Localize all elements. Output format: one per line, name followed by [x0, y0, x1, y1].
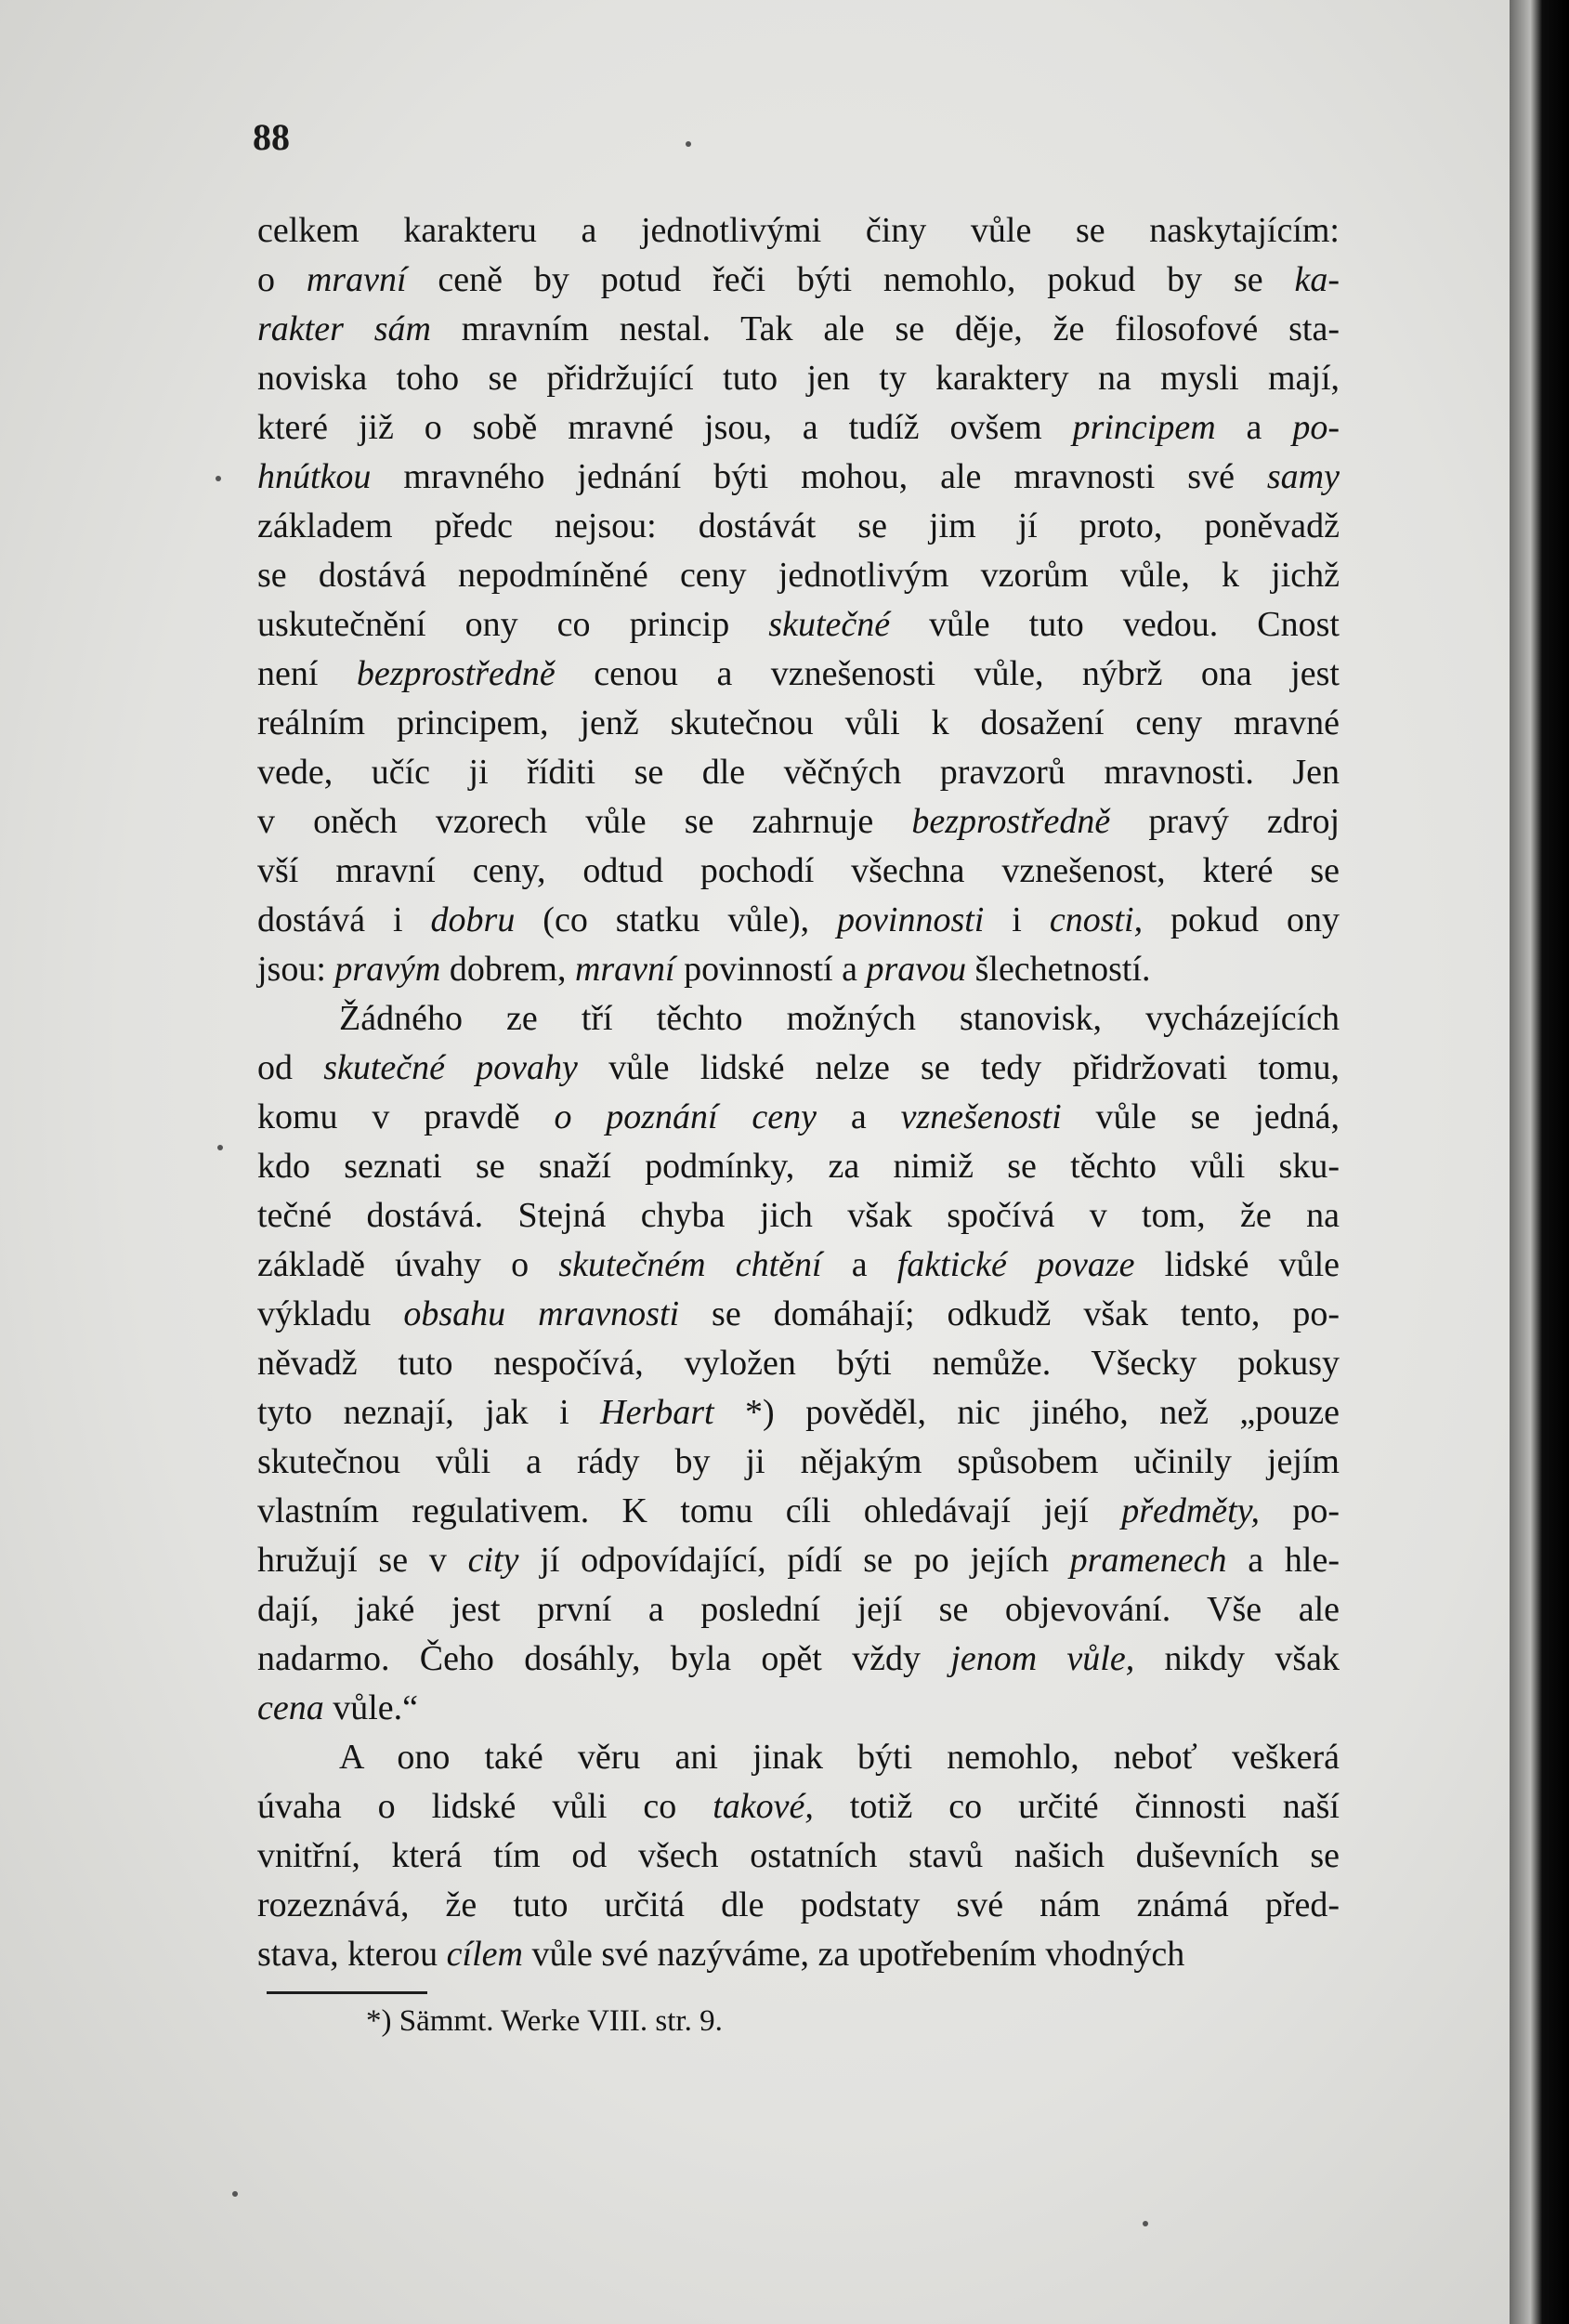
emphasis-text: skutečném chtění — [558, 1245, 822, 1284]
text-segment: reálním principem, jenž skutečnou vůli k dosažení ceny mravné — [257, 703, 1340, 742]
text-segment: uskutečnění ony co princip — [257, 605, 769, 644]
emphasis-text: dobru — [430, 900, 516, 939]
text-segment: cenou a vznešenosti vůle, nýbrž ona jest — [555, 654, 1340, 693]
text-line — [257, 1635, 1340, 1684]
text-segment: ceně by potud řeči býti nemohlo, pokud by se — [406, 260, 1295, 299]
emphasis-text: pravou — [866, 950, 967, 989]
text-line — [257, 1733, 1340, 1782]
text-segment: jí odpovídající, pídí se po jejích — [518, 1541, 1070, 1580]
text-segment: a — [1215, 408, 1293, 447]
text-line — [257, 354, 1340, 403]
text-segment: dobrem, — [440, 950, 575, 989]
text-line — [257, 1044, 1340, 1093]
paper-speck — [232, 2191, 238, 2197]
text-segment: vůle lidské nelze se tedy přidržovati tomu, — [577, 1048, 1340, 1087]
text-segment: stava, kterou — [257, 1935, 447, 1974]
text-line — [257, 847, 1340, 896]
text-segment: a — [817, 1097, 901, 1136]
text-segment: úvaha o lidské vůli co — [257, 1787, 713, 1826]
emphasis-text: rakter sám — [257, 309, 431, 348]
text-line — [257, 1782, 1340, 1832]
text-line — [257, 1881, 1340, 1930]
text-segment: po- — [1260, 1491, 1340, 1530]
text-segment: totiž co určité činnosti naší — [813, 1787, 1340, 1826]
text-line — [257, 896, 1340, 945]
text-segment: mravného jednání býti mohou, ale mravnosti své — [371, 457, 1267, 496]
text-segment: (co statku vůle), — [515, 900, 838, 939]
text-segment: dostává i — [257, 900, 431, 939]
text-segment: *) pověděl, nic jiného, než „pouze — [713, 1393, 1340, 1432]
emphasis-text: jenom vůle, — [950, 1639, 1135, 1678]
text-segment: jsou: — [257, 950, 335, 989]
text-segment: rozeznává, že tuto určitá dle podstaty své nám známá před- — [257, 1885, 1340, 1924]
text-segment: základem předc nejsou: dostávát se jim jí proto, poněvadž — [257, 506, 1340, 545]
text-segment: něvadž tuto nespočívá, vyložen býti nemůže. Všecky pokusy — [257, 1344, 1340, 1383]
book-edge — [1510, 0, 1569, 2324]
text-line — [257, 1684, 1340, 1733]
text-segment: noviska toho se přidržující tuto jen ty karaktery na mysli mají, — [257, 359, 1340, 398]
text-segment: vlastním regulativem. K tomu cíli ohledávají její — [257, 1491, 1122, 1530]
text-segment: vůle své nazýváme, za upotřebením vhodných — [522, 1935, 1185, 1974]
text-segment: A ono také věru ani jinak býti nemohlo, neboť veškerá — [339, 1738, 1340, 1777]
text-segment: základě úvahy o — [257, 1245, 559, 1284]
text-segment: pravý zdroj — [1110, 802, 1340, 841]
emphasis-text: bezprostředně — [356, 654, 556, 693]
emphasis-text: bezprostředně — [911, 802, 1111, 841]
text-segment: o — [257, 260, 307, 299]
emphasis-text: Herbart — [600, 1393, 714, 1432]
page-number: 88 — [253, 116, 290, 158]
text-line — [257, 1241, 1340, 1290]
body-text — [257, 206, 1340, 1979]
text-line — [257, 994, 1340, 1044]
text-line — [257, 1388, 1340, 1438]
emphasis-text: faktické povaze — [896, 1245, 1135, 1284]
text-segment: tyto neznají, jak i — [257, 1393, 601, 1432]
text-segment: vůle.“ — [323, 1688, 419, 1727]
text-line — [257, 945, 1340, 994]
emphasis-text: o poznání ceny — [554, 1097, 817, 1136]
emphasis-text: cílem — [446, 1935, 523, 1974]
paper-speck — [1143, 2221, 1148, 2226]
text-segment: kdo seznati se snaží podmínky, za nimiž se těchto vůli sku- — [257, 1147, 1340, 1186]
emphasis-text: pravým — [334, 950, 441, 989]
text-segment: mravním nestal. Tak ale se děje, že filosofové sta- — [430, 309, 1340, 348]
text-line — [257, 1536, 1340, 1585]
text-segment: nikdy však — [1134, 1639, 1340, 1678]
text-segment: komu v pravdě — [257, 1097, 555, 1136]
text-line — [257, 1093, 1340, 1142]
text-line — [257, 1191, 1340, 1241]
text-segment: i — [984, 900, 1050, 939]
text-line — [257, 600, 1340, 650]
emphasis-text: skutečné — [768, 605, 891, 644]
text-segment: vší mravní ceny, odtud pochodí všechna vznešenost, které se — [257, 851, 1340, 890]
emphasis-text: vznešenosti — [900, 1097, 1062, 1136]
emphasis-text: mravní — [574, 950, 675, 989]
text-segment: a hle- — [1226, 1541, 1340, 1580]
text-segment: není — [257, 654, 357, 693]
text-segment: vůle tuto vedou. Cnost — [890, 605, 1340, 644]
text-segment: nadarmo. Čeho dosáhly, byla opět vždy — [257, 1639, 951, 1678]
paper-speck — [216, 476, 221, 481]
paper-speck — [686, 141, 691, 147]
text-segment: hružují se v — [257, 1541, 468, 1580]
text-line — [257, 1930, 1340, 1979]
text-segment: se domáhají; odkudž však tento, po- — [679, 1294, 1340, 1333]
emphasis-text: cena — [257, 1688, 324, 1727]
footnote-rule — [267, 1991, 427, 1994]
text-segment: které již o sobě mravné jsou, a tudíž ovšem — [257, 408, 1073, 447]
emphasis-text: předměty, — [1121, 1491, 1260, 1530]
text-line — [257, 305, 1340, 354]
text-line — [257, 502, 1340, 551]
emphasis-text: pramenech — [1069, 1541, 1227, 1580]
text-segment: lidské vůle — [1134, 1245, 1340, 1284]
text-segment: výkladu — [257, 1294, 404, 1333]
text-line — [257, 551, 1340, 600]
emphasis-text: obsahu mravnosti — [403, 1294, 680, 1333]
emphasis-text: samy — [1266, 457, 1340, 496]
text-line — [257, 403, 1340, 453]
text-line — [257, 206, 1340, 256]
text-segment: od — [257, 1048, 324, 1087]
text-line — [257, 1142, 1340, 1191]
text-segment: pokud ony — [1143, 900, 1340, 939]
footnote: *) Sämmt. Werke VIII. str. 9. — [366, 2004, 723, 2038]
text-segment: povinností a — [674, 950, 867, 989]
text-segment: vede, učíc ji říditi se dle věčných pravzorů mravnosti. Jen — [257, 753, 1340, 792]
emphasis-text: cnosti, — [1049, 900, 1144, 939]
text-segment: se dostává nepodmíněné ceny jednotlivým vzorům vůle, k jichž — [257, 556, 1340, 595]
text-line — [257, 1290, 1340, 1339]
text-segment: tečné dostává. Stejná chyba jich však spočívá v tom, že na — [257, 1196, 1340, 1235]
emphasis-text: skutečné povahy — [323, 1048, 578, 1087]
emphasis-text: po- — [1292, 408, 1340, 447]
paper-speck — [217, 1145, 223, 1150]
emphasis-text: takové, — [713, 1787, 814, 1826]
text-line — [257, 650, 1340, 699]
text-line — [257, 1832, 1340, 1881]
text-segment: Žádného ze tří těchto možných stanovisk, vycházejících — [339, 999, 1340, 1038]
text-line — [257, 1438, 1340, 1487]
text-segment: v oněch vzorech vůle se zahrnuje — [257, 802, 912, 841]
text-segment: skutečnou vůli a rády by ji nějakým spůsobem učinily jejím — [257, 1442, 1340, 1481]
text-line — [257, 748, 1340, 797]
emphasis-text: mravní — [306, 260, 407, 299]
text-line — [257, 1339, 1340, 1388]
emphasis-text: principem — [1072, 408, 1216, 447]
text-segment: a — [821, 1245, 897, 1284]
text-line — [257, 1585, 1340, 1635]
text-segment: dají, jaké jest první a poslední její se objevování. Vše ale — [257, 1590, 1340, 1629]
text-segment: šlechetností. — [966, 950, 1151, 989]
emphasis-text: ka- — [1294, 260, 1340, 299]
emphasis-text: povinnosti — [837, 900, 985, 939]
emphasis-text: city — [467, 1541, 519, 1580]
text-line — [257, 1487, 1340, 1536]
emphasis-text: hnútkou — [257, 457, 372, 496]
text-line — [257, 797, 1340, 847]
text-segment: vnitřní, která tím od všech ostatních stavů našich duševních se — [257, 1836, 1340, 1875]
text-line — [257, 699, 1340, 748]
text-line — [257, 256, 1340, 305]
text-segment: celkem karakteru a jednotlivými činy vůle se naskytajícím: — [257, 211, 1340, 250]
text-line — [257, 453, 1340, 502]
text-segment: vůle se jedná, — [1061, 1097, 1340, 1136]
